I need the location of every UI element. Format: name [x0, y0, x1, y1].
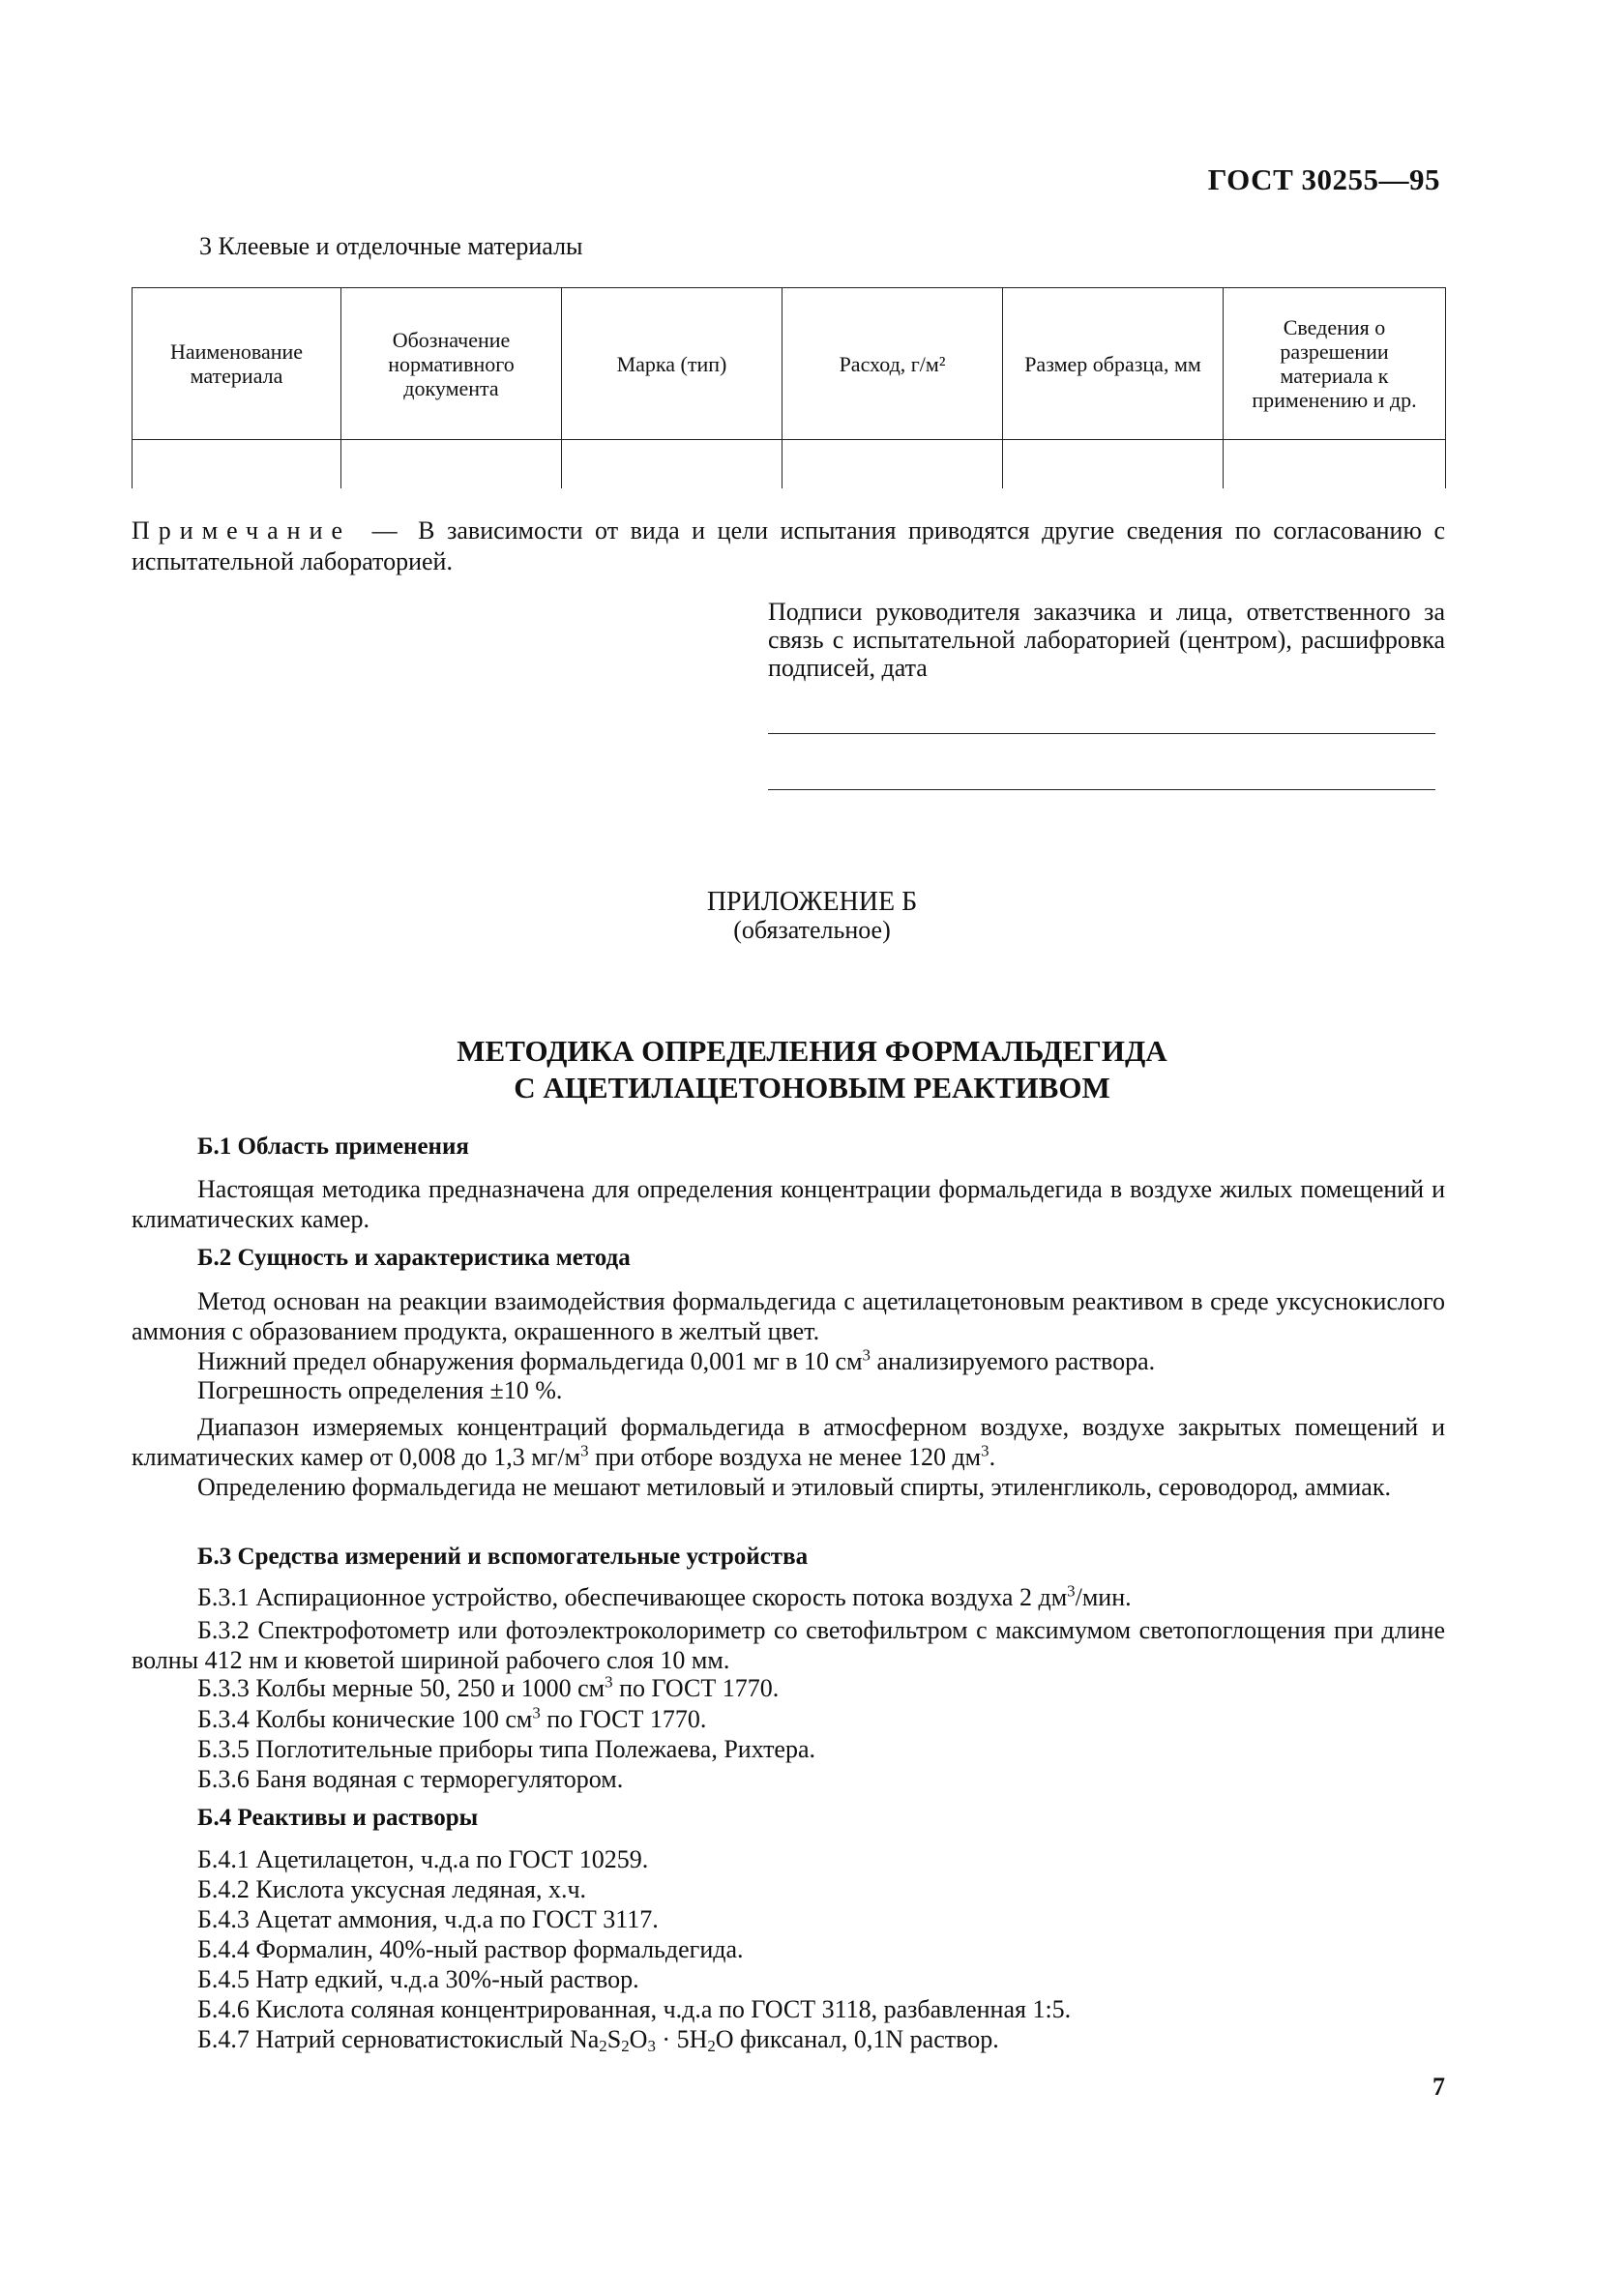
paragraph: Метод основан на реакции взаимодействия формальдегида с ацетилацетоновым реактивом в среде уксуснокислого аммония с образованием продукта, окрашенного в желтый цвет. — [132, 1287, 1445, 1345]
paragraph: Погрешность определения ±10 %. — [197, 1376, 563, 1404]
list-item: Б.3.5 Поглотительные приборы типа Полежаева, Рихтера. — [197, 1735, 816, 1763]
text-run: при отборе воздуха не менее 120 дм — [588, 1443, 982, 1471]
list-item: Б.4.4 Формалин, 40%-ный раствор формальдегида. — [197, 1935, 744, 1963]
superscript: 3 — [605, 1672, 613, 1692]
text-run: по ГОСТ 1770. — [612, 1674, 780, 1702]
superscript: 3 — [580, 1441, 589, 1460]
subscript: 2 — [599, 2037, 607, 2056]
paragraph: Настоящая методика предназначена для определения концентрации формальдегида в воздухе жилых помещений и климатических камер. — [132, 1175, 1445, 1233]
list-item: Б.3.2 Спектрофотометр или фотоэлектроколориметр со светофильтром с максимумом светопоглощения при длине волны 412 нм и кюветой шириной рабочего слоя 10 мм. — [132, 1616, 1445, 1674]
subscript: 2 — [621, 2037, 630, 2056]
text-run: Нижний предел обнаружения формальдегида 0,001 мг в 10 см — [197, 1347, 863, 1375]
column-header: Наименование материала — [133, 288, 341, 440]
signature-line — [768, 733, 1435, 734]
list-item: Б.4.5 Натр едкий, ч.д.а 30%-ный раствор. — [197, 1965, 639, 1993]
heading-b1: Б.1 Область применения — [197, 1133, 469, 1160]
column-header: Сведения о разрешении материала к применению и др. — [1224, 288, 1446, 440]
text-run: S — [606, 2025, 622, 2053]
heading-b4: Б.4 Реактивы и растворы — [197, 1805, 479, 1831]
superscript: 3 — [532, 1703, 541, 1722]
document-code: ГОСТ 30255—95 — [1207, 162, 1440, 196]
section-heading-adhesives: 3 Клеевые и отделочные материалы — [199, 232, 583, 260]
appendix-subtitle: (обязательное) — [733, 916, 891, 944]
method-title — [0, 1033, 1624, 1106]
list-item: Б.4.1 Ацетилацетон, ч.д.а по ГОСТ 10259. — [197, 1845, 649, 1873]
column-header: Размер образца, мм — [1003, 288, 1224, 440]
subscript: 2 — [707, 2037, 716, 2056]
text-run: O фиксанал, 0,1N раствор. — [715, 2025, 999, 2053]
heading-b3: Б.3 Средства измерений и вспомогательные устройства — [197, 1544, 809, 1570]
method-title-line: МЕТОДИКА ОПРЕДЕЛЕНИЯ ФОРМАЛЬДЕГИДА — [457, 1034, 1167, 1068]
appendix-title: ПРИЛОЖЕНИЕ Б — [706, 887, 918, 917]
table-header-row — [133, 288, 1446, 440]
table-cell — [341, 440, 562, 489]
text-run: /мин. — [1075, 1583, 1132, 1611]
page-number: 7 — [1432, 2073, 1445, 2101]
text-run: Б.4.7 Натрий серноватистокислый Na — [197, 2025, 600, 2053]
subscript: 3 — [647, 2037, 656, 2056]
list-item: Б.4.3 Ацетат аммония, ч.д.а по ГОСТ 3117. — [197, 1905, 659, 1933]
list-item — [197, 2024, 999, 2054]
list-item: Б.4.6 Кислота соляная концентрированная, ч.д.а по ГОСТ 3118, разбавленная 1:5. — [197, 1995, 1072, 2023]
list-item — [197, 1673, 779, 1703]
text-run: O — [629, 2025, 648, 2053]
list-item: Б.3.6 Баня водяная с терморегулятором. — [197, 1765, 624, 1793]
table-cell — [562, 440, 782, 489]
list-item — [197, 1704, 706, 1734]
table-cell — [1003, 440, 1224, 489]
signatures-caption: Подписи руководителя заказчика и лица, ответственного за связь с испытательной лабораторией (центром), расшифровка подписей, дата — [768, 598, 1445, 682]
table-row — [133, 440, 1446, 489]
text-run: анализируемого раствора. — [870, 1347, 1156, 1375]
table-cell — [782, 440, 1003, 489]
text-run: Б.3.1 Аспирационное устройство, обеспечивающее скорость потока воздуха 2 дм — [197, 1583, 1068, 1611]
paragraph — [197, 1346, 1155, 1376]
superscript: 3 — [862, 1345, 871, 1365]
list-item — [197, 1582, 1132, 1612]
materials-table — [132, 287, 1446, 488]
table-cell — [1224, 440, 1446, 489]
column-header: Обозначение нормативного документа — [341, 288, 562, 440]
text-run: · 5H — [655, 2025, 708, 2053]
method-title-line: С АЦЕТИЛАЦЕТОНОВЫМ РЕАКТИВОМ — [514, 1071, 1110, 1104]
superscript: 3 — [1067, 1581, 1076, 1601]
list-item: Б.4.2 Кислота уксусная ледяная, х.ч. — [197, 1875, 587, 1903]
text-run: Диапазон измеряемых концентраций формальдегида в атмосферном воздухе, воздухе закрытых помещений и климатических камер от 0,008 до 1,3 мг/м — [132, 1413, 1445, 1471]
note-label: Примечание — — [132, 516, 406, 545]
text-run: Б.3.4 Колбы конические 100 см — [197, 1705, 533, 1733]
note-paragraph — [132, 515, 1445, 577]
text-run: . — [989, 1443, 996, 1471]
note-text: В зависимости от вида и цели испытания приводятся другие сведения по согласованию с испытательной лабораторией. — [132, 516, 1445, 575]
column-header: Марка (тип) — [562, 288, 782, 440]
paragraph: Определению формальдегида не мешают метиловый и этиловый спирты, этиленгликоль, сероводород, аммиак. — [197, 1473, 1391, 1501]
superscript: 3 — [981, 1441, 989, 1460]
signature-line — [768, 789, 1435, 790]
column-header: Расход, г/м² — [782, 288, 1003, 440]
text-run: по ГОСТ 1770. — [540, 1705, 707, 1733]
heading-b2: Б.2 Сущность и характеристика метода — [197, 1245, 631, 1271]
paragraph — [132, 1412, 1445, 1472]
text-run: Б.3.3 Колбы мерные 50, 250 и 1000 см — [197, 1674, 605, 1702]
table-cell — [133, 440, 341, 489]
